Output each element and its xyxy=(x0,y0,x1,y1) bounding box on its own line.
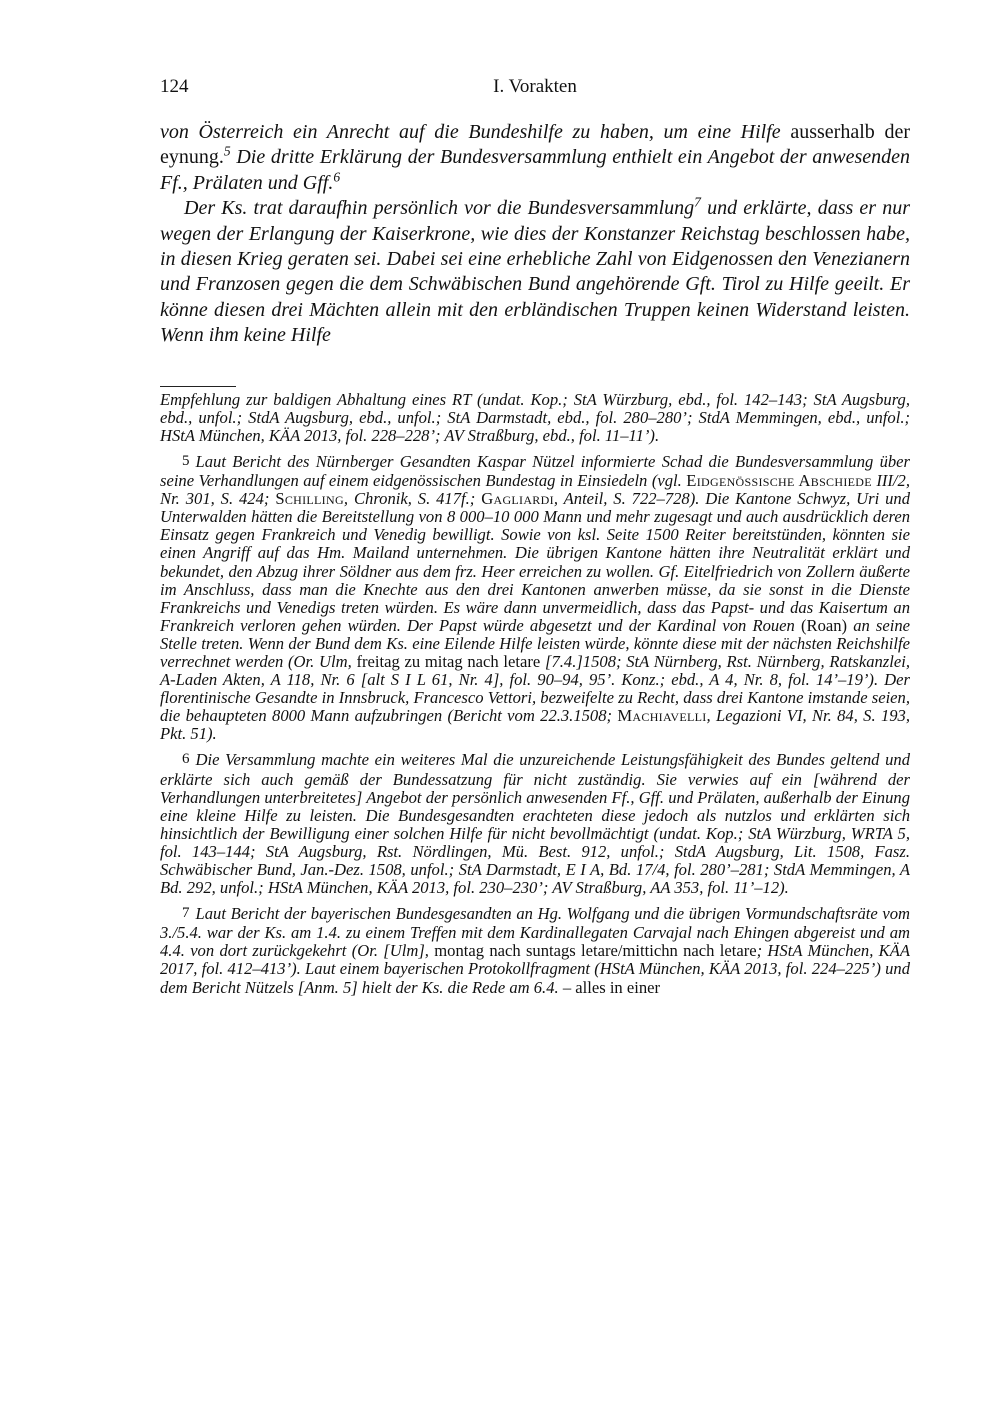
text-segment: Empfehlung zur baldigen Abhaltung eines RT (undat. Kop.; StA Würzburg, ebd., fol. 142–143; StA Augsburg, ebd., unfol.; StdA Augsburg, ebd., unfol.; StA Darmstadt, ebd., fol. 280–280’; StdA Memmingen, ebd., unfol.; HStA München, KÄA 2013, fol. 228–228’; AV Straßburg, ebd., fol. 11–11’). xyxy=(160,389,910,445)
author-smallcaps: Machiavelli xyxy=(617,706,707,726)
text-segment: (Roan) xyxy=(800,615,848,635)
text-segment: , Legazioni VI, Nr. 84, S. 193, Pkt. 51). xyxy=(160,706,910,744)
text-segment: Laut Bericht des Nürnberger Gesandten Kaspar Nützel informierte Schad die Bundesversammlung über seine Verhandlungen auf einem eidgenössischen Bundestag in Einsiedeln (vgl. xyxy=(160,451,910,491)
page-header xyxy=(160,76,910,110)
main-text xyxy=(160,120,910,349)
author-smallcaps: Schilling xyxy=(275,489,344,509)
main-paragraph-1 xyxy=(160,120,910,196)
text-segment: und erklärte, dass er nur wegen der Erlangung der Kaiserkrone, wie dies der Konstanzer Reichstag beschlossen habe, in diesen Krieg geraten sei. Dabei sei eine erhebliche Zahl von Eidgenossen den Venezianern und Franzosen gegen die dem Schwäbischen Bund angehörende Gft. Tirol zu Hilfe geeilt. Er könne diesen drei Mächten allein mit den erbländischen Truppen keinen Widerstand leisten. Wenn ihm keine Hilfe xyxy=(160,197,910,347)
main-paragraph-2 xyxy=(160,196,910,348)
text-segment: III/2, Nr. 301, S. 424; xyxy=(160,471,910,509)
footnotes xyxy=(160,391,910,997)
text-segment: ausserhalb der eynung. xyxy=(160,121,910,169)
text-segment: von Österreich ein Anrecht auf die Bundeshilfe zu haben, um eine Hilfe xyxy=(160,121,781,143)
text-segment: an seine Stelle treten. Wenn der Bund dem Ks. eine Eilende Hilfe leisten würde, könnte diese mit der nächsten Reichshilfe verrechnet werden (Or. Ulm, xyxy=(160,615,910,671)
text-segment: Die Versammlung machte ein weiteres Mal die unzureichende Leistungsfähigkeit des Bundes geltend und erklärte sich auch gemäß der Bundessatzung für nicht zuständig. Sie verwies auf ein [während der Verhandlungen unterbreitetes] Angebot der persönlich anwesenden Ff., Gff. und Prälaten, außerhalb der Einung eine kleine Hilfe zu leisten. Die Bundesgesandten erachteten diese jedoch als nutzlos und erklärten sich hinsichtlich der Bewilligung einer solchen Hilfe für nicht bevollmächtigt (undat. Kop.; StA Würzburg, WRTA 5, fol. 143–144; StA Augsburg, Rst. Nördlingen, Mü. Best. 912, unfol.; StdA Augsburg, Lit. 1508, Fasz. Schwäbischer Bund, Jan.-Dez. 1508, unfol.; StA Darmstadt, E I A, Bd. 17/4, fol. 280’–281; StdA Memmingen, A Bd. 292, unfol.; HStA München, KÄA 2013, fol. 230–230’; AV Straßburg, AA 353, fol. 11’–12). xyxy=(160,750,910,898)
page xyxy=(160,76,910,1005)
text-segment: , Anteil, S. 722–728). Die Kantone Schwyz, Uri und Unterwalden hätten die Bereitstellung von 8 000–10 000 Mann und mehr zugesagt und auch ausdrücklich deren Einsatz gegen Frankreich und Venedig bewilligt. Sowie von ksl. Seite 1500 Reiter bereitstünden, könnten sie einen Angriff auf das Hm. Mailand unternehmen. Die übrigen Kantone hätten ihre Neutralität erklärt und bekundet, den Abzug ihrer Söldner aus dem frz. Heer erreichen zu wollen. Gf. Eitelfriedrich von Zollern äußerte im Anschluss, dass man die Knechte aus den drei Kantonen anwerben müsse, da sie sonst in die Dienste Frankreichs und Venedigs treten würden. Es wäre dann unvermeidlich, dass das Papst- und das Kaisertum an Frankreich verloren gehen würden. Der Papst würde abgesetzt und der Kardinal von Rouen xyxy=(160,489,910,635)
source-quote: freitag zu mitag nach letare xyxy=(356,651,541,671)
footnote-number: 6 xyxy=(182,751,190,768)
footnote-ref-6[interactable]: 6 xyxy=(333,169,341,185)
footnote-7 xyxy=(160,905,910,996)
author-smallcaps: Eidgenössische Abschiede xyxy=(686,471,872,491)
text-segment: – alles in einer xyxy=(562,977,661,997)
footnote-number: 5 xyxy=(182,452,190,469)
running-title: I. Vorakten xyxy=(493,76,577,97)
author-smallcaps: Gagliardi xyxy=(481,489,554,509)
footnote-number: 7 xyxy=(182,905,190,922)
text-segment: Laut Bericht der bayerischen Bundesgesandten an Hg. Wolfgang und die übrigen Vormundschaftsräte vom 3./5.4. war der Ks. am 1.4. zu einem Treffen mit dem Kardinallegaten Carvajal nach Ehingen abgereist und am 4.4. von dort zurückgekehrt (Or. [Ulm], xyxy=(160,904,910,961)
footnote-ref-7[interactable]: 7 xyxy=(694,194,701,210)
text-segment: [7.4.]1508; StA Nürnberg, Rst. Nürnberg, Ratskanzlei, A-Laden Akten, A 118, Nr. 6 [alt S I L 61, Nr. 4], fol. 90–94, 95’. Konz.; ebd., A 4, Nr. 8, fol. 14’–19’). Der florentinische Gesandte in Innsbruck, Francesco Vettori, bezweifelte zu Recht, dass drei Kantone imstande seien, die behaupteten 8000 Mann aufzubringen (Bericht vom 22.3.1508; xyxy=(160,651,911,726)
page-number: 124 xyxy=(160,76,189,97)
footnote-5 xyxy=(160,453,910,744)
footnote-6 xyxy=(160,751,910,897)
text-segment: Der Ks. trat daraufhin persönlich vor die Bundesversammlung xyxy=(184,197,695,220)
footnote-ref-5[interactable]: 5 xyxy=(223,143,231,159)
text-segment: ; HStA München, KÄA 2017, fol. 412–413’). Laut einem bayerischen Protokollfragment (HStA München, KÄA 2013, fol. 224–225’) und dem Bericht Nützels [Anm. 5] hielt der Ks. die Rede am 6.4. xyxy=(160,941,910,997)
footnote-continuation xyxy=(160,391,910,445)
text-segment: Die dritte Erklärung der Bundesversammlung enthielt ein Angebot der anwesenden Ff., Prälaten und Gff. xyxy=(160,146,910,194)
source-quote: montag nach suntags letare/mittichn nach letare xyxy=(434,941,757,961)
text-segment: , Chronik, S. 417f.; xyxy=(343,489,476,509)
footnote-separator xyxy=(160,386,236,387)
